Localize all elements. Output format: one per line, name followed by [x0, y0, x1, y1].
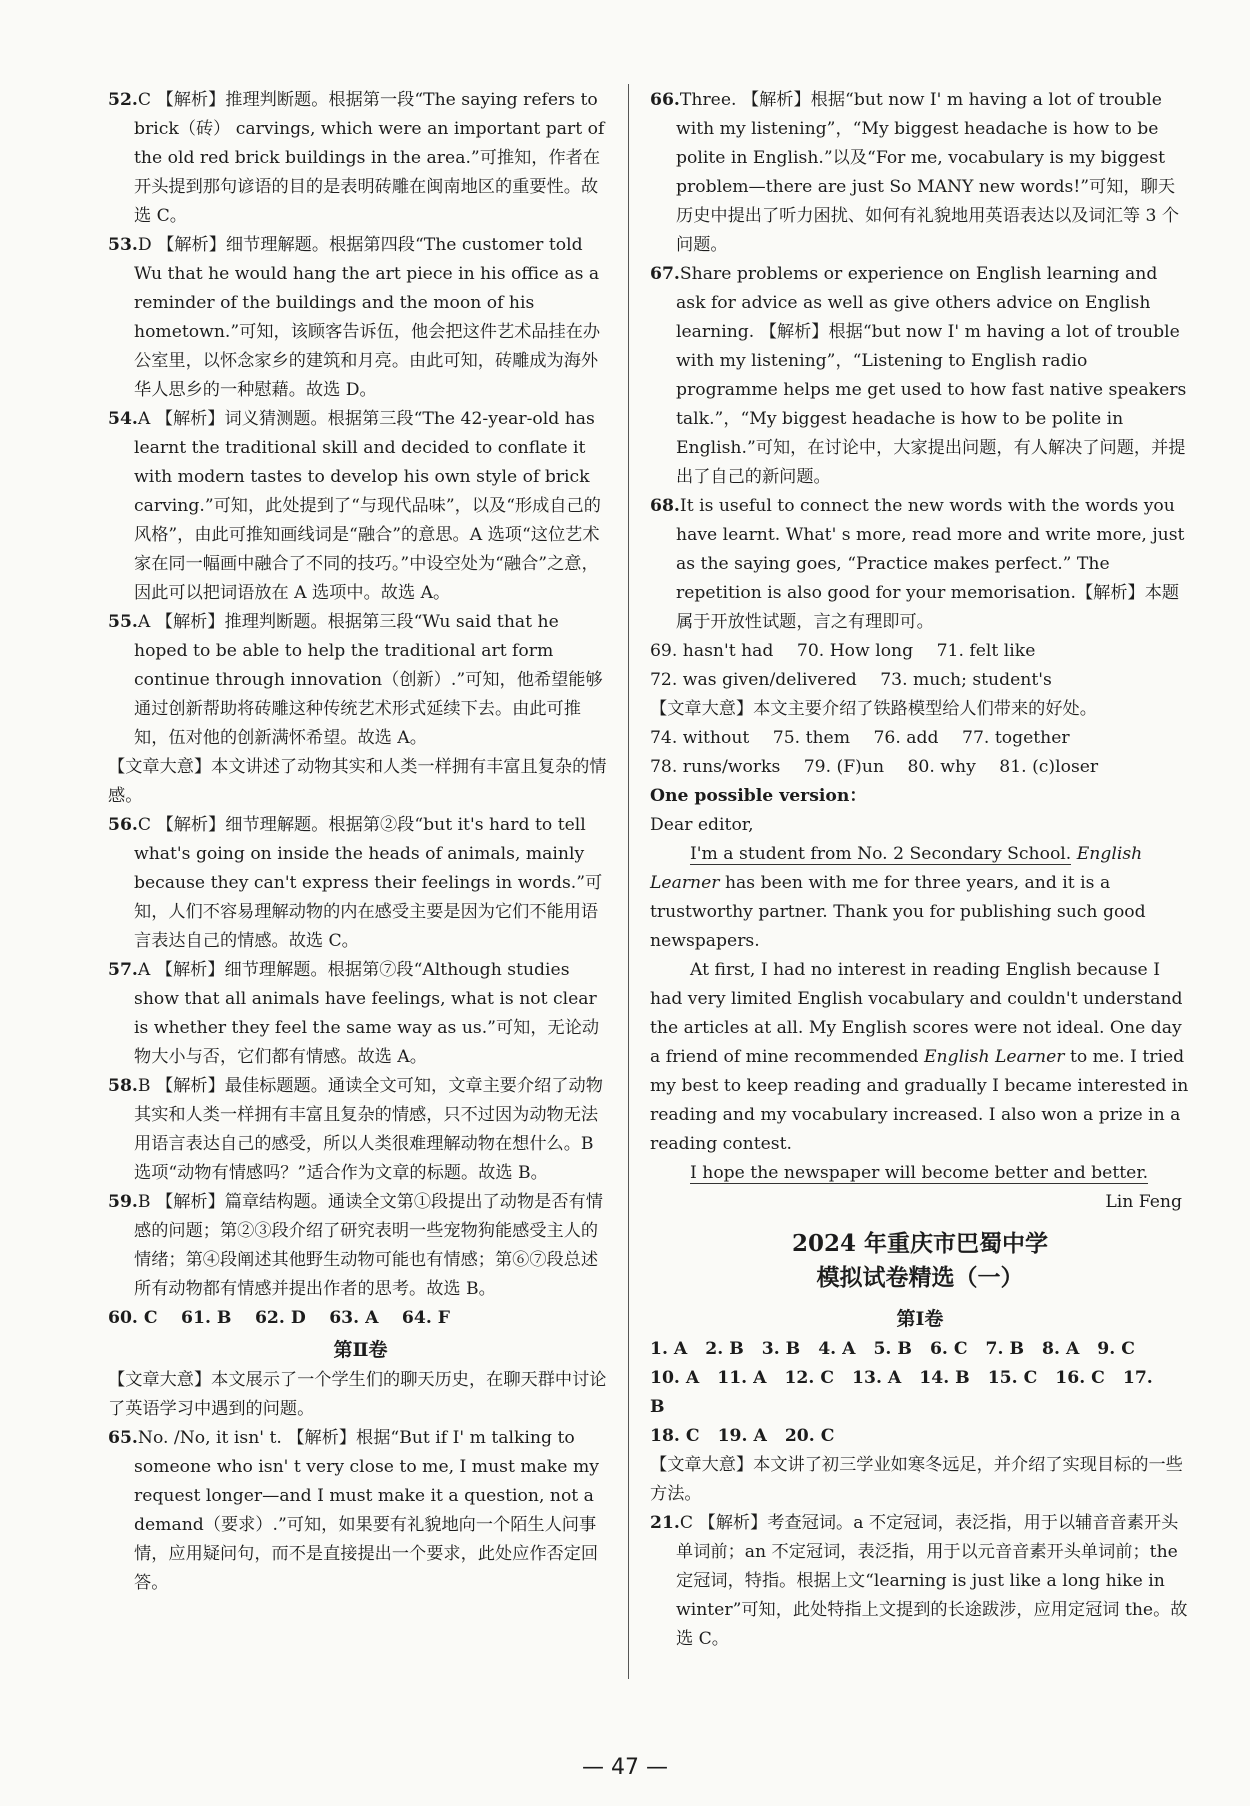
answer-item: 15. C	[987, 1368, 1038, 1388]
question-number: 52.	[108, 90, 138, 110]
answer-explanation	[108, 405, 613, 608]
answers-72-73	[650, 666, 1190, 695]
explanation-text: 【文章大意】本文讲述了动物其实和人类一样拥有丰富且复杂的情感。	[108, 757, 607, 806]
explanation-text: A 【解析】细节理解题。根据第⑦段“Although studies show that all animals have feelings, what is not clear is whether they feel the same way as us.”可知，无论动物大小与否，它们都有情感。故选 A。	[134, 960, 600, 1067]
explanation-text: It is useful to connect the new words with the words you have learnt. What' s more, read more and write more, just as the saying goes, “Practice makes perfect.” The repetition is also good for your memorisation.【解析】本题属于开放性试题，言之有理即可。	[676, 496, 1185, 632]
answer-item: 13. A	[852, 1368, 902, 1388]
column-divider	[628, 84, 629, 1679]
question-number: 56.	[108, 815, 138, 835]
answer-item: 7. B	[985, 1339, 1025, 1359]
answer-item: 72. was given/delivered	[650, 670, 857, 690]
answer-item: 69. hasn't had	[650, 641, 774, 661]
question-number: 66.	[650, 90, 680, 110]
answer-item: 64. F	[401, 1308, 450, 1328]
explanation-text: No. /No, it isn' t. 【解析】根据“But if I' m talking to someone who isn' t very close to me, I must make my request longer—and I must make it a question, not a demand（要求）.”可知，如果要有礼貌地向一个陌生人问事情，应用疑问句，而不是直接提出一个要求，此处应作否定回答。	[134, 1428, 599, 1593]
essay-paragraph-2	[650, 956, 1190, 1159]
explanation-text: D 【解析】细节理解题。根据第四段“The customer told Wu that he would hang the art piece in his office as a reminder of the buildings and the moon of his hometown.”可知，该顾客告诉伍，他会把这件艺术品挂在办公室里，以怀念家乡的建筑和月亮。由此可知，砖雕成为海外华人思乡的一种慰藉。故选 D。	[134, 235, 601, 400]
answer-item: 20. C	[784, 1426, 835, 1446]
explanation-text: C 【解析】细节理解题。根据第②段“but it's hard to tell what's going on inside the heads of animals, mainly because they can't express their feelings in words.”可知，人们不容易理解动物的内在感受主要是因为它们不能用语言表达自己的情感。故选 C。	[134, 815, 603, 951]
question-number: 21.	[650, 1513, 680, 1533]
answer-item: 75. them	[772, 728, 851, 748]
answer-explanation	[108, 811, 613, 956]
right-column	[650, 86, 1190, 1654]
answer-item: 71. felt like	[936, 641, 1036, 661]
essay-paragraph-1	[650, 840, 1190, 956]
right-tail-list	[650, 1451, 1190, 1654]
explanation-text: C 【解析】推理判断题。根据第一段“The saying refers to brick（砖） carvings, which were an important part of the old red brick buildings in the area.”可推知，作者在开头提到那句谚语的目的是表明砖雕在闽南地区的重要性。故选 C。	[134, 90, 605, 226]
article-summary	[108, 1366, 613, 1424]
essay-paragraph-3	[650, 1159, 1190, 1188]
left-tail-list	[108, 1366, 613, 1598]
explanation-text: B 【解析】最佳标题题。通读全文可知，文章主要介绍了动物其实和人类一样拥有丰富且复杂的情感，只不过因为动物无法用语言表达自己的感受，所以人类很难理解动物在想什么。B 选项“动物有情感吗？”适合作为文章的标题。故选 B。	[134, 1076, 603, 1183]
answer-explanation	[108, 86, 613, 231]
answer-item: 74. without	[650, 728, 750, 748]
question-number: 65.	[108, 1428, 138, 1448]
essay-underlined-sentence: I'm a student from No. 2 Secondary School.	[690, 844, 1072, 864]
explanation-text: A 【解析】词义猜测题。根据第三段“The 42-year-old has learnt the traditional skill and decided to conflate it with modern tastes to develop his own style of brick carving.”可知，此处提到了“与现代品味”，以及“形成自己的风格”，由此可推知画线词是“融合”的意思。A 选项“这位艺术家在同一幅画中融合了不同的技巧。”中设空处为“融合”之意，因此可以把词语放在 A 选项中。故选 A。	[134, 409, 601, 603]
essay-signature: Lin Feng	[1105, 1192, 1182, 1212]
answer-explanation	[650, 260, 1190, 492]
essay-text: At first, I had no interest in reading English because I had very limited English vocabulary and couldn't understand the articles at all. My English scores were not ideal. One day a friend of mine recommended	[650, 960, 1183, 1067]
left-column	[108, 86, 613, 1598]
exam-title	[650, 1227, 1190, 1295]
newspaper-title: English Learner	[924, 1047, 1065, 1067]
question-number: 54.	[108, 409, 138, 429]
question-number: 67.	[650, 264, 680, 284]
article-summary	[650, 1451, 1190, 1509]
answer-item: 5. B	[873, 1339, 912, 1359]
explanation-text: 【文章大意】本文展示了一个学生们的聊天历史，在聊天群中讨论了英语学习中遇到的问题。	[108, 1370, 607, 1419]
question-number: 59.	[108, 1192, 138, 1212]
question-number: 58.	[108, 1076, 138, 1096]
exam-title-line-1: 2024 年重庆市巴蜀中学	[791, 1230, 1049, 1257]
explanation-text: C 【解析】考查冠词。a 不定冠词，表泛指，用于以辅音音素开头单词前；an 不定冠词，表泛指，用于以元音音素开头单词前；the 定冠词，特指。根据上文“learning is just like a long hike in winter”可知，此处特指上文提到的长途跋涉，应用定冠词 the。故选 C。	[676, 1513, 1188, 1649]
answer-item: 9. C	[1097, 1339, 1135, 1359]
answer-item: 18. C	[650, 1426, 700, 1446]
answer-item: 81. (c)loser	[999, 757, 1099, 777]
answer-item: 77. together	[962, 728, 1070, 748]
answers-69-71	[650, 637, 1190, 666]
essay-salutation: Dear editor,	[650, 815, 754, 835]
answers-10-17	[650, 1364, 1190, 1422]
page-number: — 47 —	[582, 1755, 668, 1780]
answer-explanation	[650, 492, 1190, 637]
explanation-text: Three. 【解析】根据“but now I' m having a lot of trouble with my listening”，“My biggest headache is how to be polite in English.”以及“For me, vocabulary is my biggest problem—there are just So MANY new words!”可知，聊天历史中提出了听力困扰、如何有礼貌地用英语表达以及词汇等 3 个问题。	[676, 90, 1180, 255]
question-number: 55.	[108, 612, 138, 632]
answer-item: 4. A	[818, 1339, 856, 1359]
answer-item: 79. (F)un	[803, 757, 885, 777]
answers-1-9	[650, 1335, 1190, 1364]
answer-item: 8. A	[1042, 1339, 1080, 1359]
left-answer-list	[108, 86, 613, 1304]
answer-item: 16. C	[1055, 1368, 1105, 1388]
answer-item: 70. How long	[796, 641, 914, 661]
answer-item: 3. B	[761, 1339, 801, 1359]
answer-explanation	[108, 231, 613, 405]
answer-item: 78. runs/works	[650, 757, 781, 777]
answer-item: 11. A	[717, 1368, 767, 1388]
question-number: 53.	[108, 235, 138, 255]
answer-item: 73. much; student's	[880, 670, 1052, 690]
answer-item: 63. A	[329, 1308, 379, 1328]
answer-explanation	[108, 956, 613, 1072]
essay-text: to me. I tried my best to keep reading and gradually I became interested in reading and my vocabulary increased. I also won a prize in a reading contest.	[650, 1047, 1189, 1154]
answers-78-81	[650, 753, 1190, 782]
answer-item: 80. why	[907, 757, 976, 777]
explanation-text: Share problems or experience on English learning and ask for advice as well as give others advice on English learning. 【解析】根据“but now I' m having a lot of trouble with my listening”，“Listening to English radio programme helps me get used to how fast native speakers talk.”，“My biggest headache is how to be polite in English.”可知，在讨论中，大家提出问题，有人解决了问题，并提出了自己的新问题。	[676, 264, 1187, 487]
answer-item: 6. C	[929, 1339, 968, 1359]
answer-explanation	[650, 86, 1190, 260]
answers-74-77	[650, 724, 1190, 753]
exam-title-line-2: 模拟试卷精选（一）	[816, 1264, 1024, 1291]
section-2-heading: 第Ⅱ卷	[333, 1339, 388, 1361]
answer-item: 60. C	[108, 1308, 158, 1328]
answer-explanation	[108, 1072, 613, 1188]
answer-item: 2. B	[705, 1339, 744, 1359]
essay-underlined-sentence: I hope the newspaper will become better and better.	[690, 1163, 1149, 1183]
answer-explanation	[650, 1509, 1190, 1654]
newspaper-title: English Learner	[650, 844, 1143, 893]
right-answer-list	[650, 86, 1190, 637]
section-1-heading: 第Ⅰ卷	[896, 1308, 944, 1330]
essay-text: has been with me for three years, and it is a trustworthy partner. Thank you for publishing such good newspapers.	[650, 873, 1146, 951]
answers-18-20	[650, 1422, 1190, 1451]
summary-railway: 【文章大意】本文主要介绍了铁路模型给人们带来的好处。	[650, 699, 1097, 719]
answer-explanation	[108, 1424, 613, 1598]
explanation-text: 【文章大意】本文讲了初三学业如寒冬远足，并介绍了实现目标的一些方法。	[650, 1455, 1183, 1504]
question-number: 68.	[650, 496, 680, 516]
answer-item: 17. B	[650, 1368, 1153, 1417]
answer-explanation	[108, 1188, 613, 1304]
answer-explanation	[108, 608, 613, 753]
answer-item: 61. B	[181, 1308, 232, 1328]
answer-item: 12. C	[784, 1368, 835, 1388]
answer-item: 10. A	[650, 1368, 700, 1388]
essay-label: One possible version：	[650, 786, 867, 806]
answer-item: 19. A	[717, 1426, 767, 1446]
explanation-text: A 【解析】推理判断题。根据第三段“Wu said that he hoped to be able to help the traditional art form continue through innovation（创新）.”可知，他希望能够通过创新帮助将砖雕这种传统艺术形式延续下去。由此可推知，伍对他的创新满怀希望。故选 A。	[134, 612, 603, 748]
explanation-text: B 【解析】篇章结构题。通读全文第①段提出了动物是否有情感的问题；第②③段介绍了研究表明一些宠物狗能感受主人的情绪；第④段阐述其他野生动物可能也有情感；第⑥⑦段总述所有动物都有情感并提出作者的思考。故选 B。	[134, 1192, 603, 1299]
question-number: 57.	[108, 960, 138, 980]
answers-60-64	[108, 1304, 613, 1333]
answer-item: 14. B	[919, 1368, 970, 1388]
answer-item: 62. D	[254, 1308, 306, 1328]
answer-item: 76. add	[873, 728, 939, 748]
article-summary	[108, 753, 613, 811]
answer-item: 1. A	[650, 1339, 688, 1359]
sample-essay	[650, 782, 1190, 1217]
